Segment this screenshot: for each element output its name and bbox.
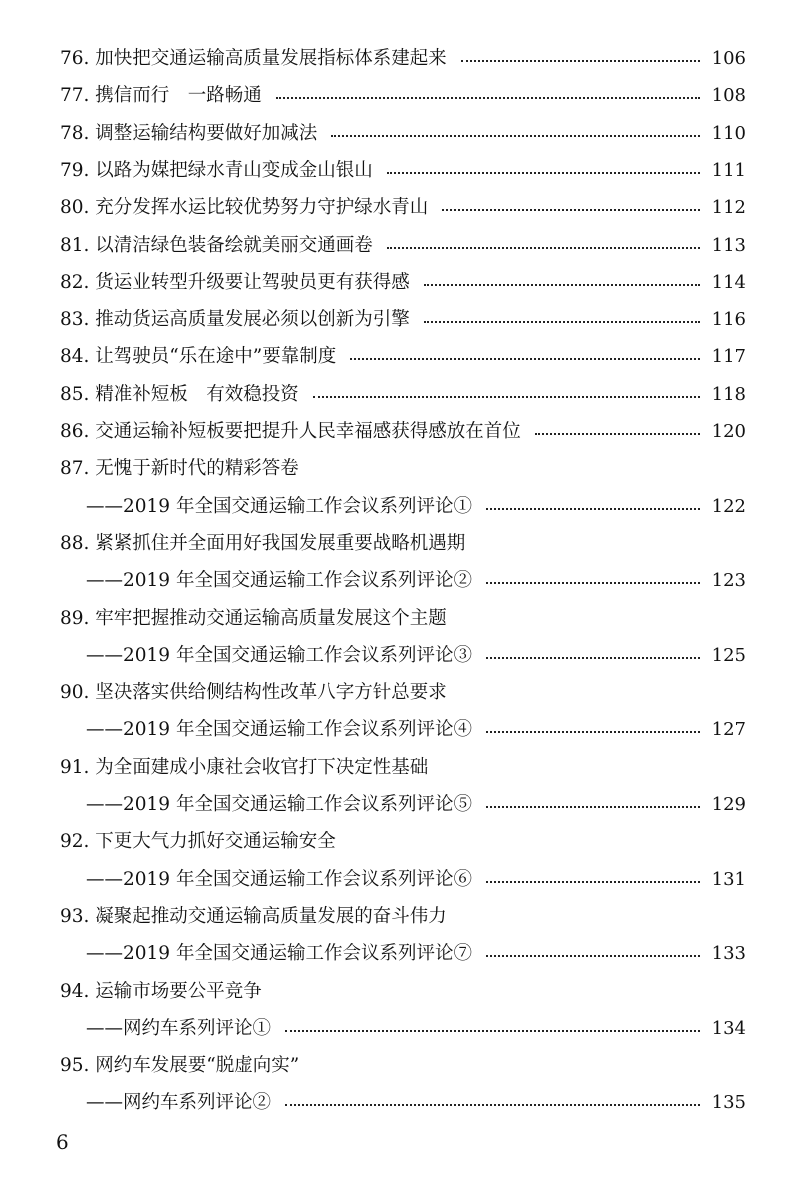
dot-leader [387, 172, 700, 174]
toc-entry-title: ——网约车系列评论① [86, 1017, 272, 1039]
toc-entry-title: 78. 调整运输结构要做好加减法 [60, 122, 318, 144]
dot-leader [486, 955, 700, 957]
toc-entry[interactable] [60, 193, 746, 223]
toc-page-number: 134 [711, 1017, 746, 1039]
toc-page-number: 113 [711, 234, 746, 256]
toc-page-number: 131 [711, 868, 746, 890]
toc-entry-subtitle-line[interactable] [86, 566, 746, 596]
toc-entry[interactable] [60, 977, 746, 1007]
toc-entry[interactable] [60, 902, 746, 932]
toc-entry-title: ——网约车系列评论② [86, 1092, 272, 1114]
dot-leader [461, 60, 700, 62]
toc-page-number: 114 [711, 271, 746, 293]
toc-entry-title: 86. 交通运输补短板要把提升人民幸福感获得感放在首位 [60, 421, 521, 442]
toc-entry[interactable] [60, 417, 746, 447]
toc-entry-subtitle-line[interactable] [86, 715, 746, 745]
toc-entry-subtitle-line[interactable] [86, 939, 746, 969]
dot-leader [331, 135, 699, 137]
toc-entry[interactable] [60, 529, 746, 559]
dot-leader [486, 731, 700, 733]
toc-page-number: 117 [711, 346, 746, 368]
toc-entry[interactable] [60, 342, 746, 372]
toc-entry-title: ——2019 年全国交通运输工作会议系列评论⑥ [86, 868, 472, 890]
toc-page-number: 111 [711, 159, 746, 181]
toc-entry[interactable] [60, 380, 746, 410]
page-number: 6 [56, 1130, 69, 1154]
toc-page-number: 112 [711, 197, 746, 219]
toc-entry-title: 94. 运输市场要公平竞争 [60, 980, 262, 1002]
toc-entry-title: 80. 充分发挥水运比较优势努力守护绿水青山 [60, 197, 429, 219]
toc-entry-subtitle-line[interactable] [86, 865, 746, 895]
toc-page-number: 127 [711, 719, 746, 741]
toc-entry-title: 92. 下更大气力抓好交通运输安全 [60, 831, 336, 853]
toc-entry-title: 85. 精准补短板 有效稳投资 [60, 383, 299, 405]
toc-entry[interactable] [60, 268, 746, 298]
toc-page-number: 123 [711, 570, 746, 592]
toc-entry[interactable] [60, 1051, 746, 1081]
dot-leader [285, 1104, 700, 1106]
toc-entry[interactable] [60, 119, 746, 149]
toc-entry-title: ——2019 年全国交通运输工作会议系列评论③ [86, 644, 472, 666]
toc-entry[interactable] [60, 156, 746, 186]
toc-entry-title: 76. 加快把交通运输高质量发展指标体系建起来 [60, 48, 447, 69]
dot-leader [486, 582, 700, 584]
toc-entry[interactable] [60, 44, 746, 74]
toc-page-number: 116 [711, 309, 746, 331]
dot-leader [387, 247, 700, 249]
toc-page-number: 118 [711, 383, 746, 405]
toc-entry-subtitle-line[interactable] [86, 790, 746, 820]
toc-entry[interactable] [60, 678, 746, 708]
toc-entry[interactable] [60, 753, 746, 783]
dot-leader [535, 433, 700, 435]
toc-entry-subtitle-line[interactable] [86, 1088, 746, 1118]
toc-page-number: 106 [711, 48, 746, 69]
toc-entry-title: 81. 以清洁绿色装备绘就美丽交通画卷 [60, 234, 373, 256]
dot-leader [424, 321, 700, 323]
toc-entry-title: ——2019 年全国交通运输工作会议系列评论⑦ [86, 943, 472, 965]
toc-entry[interactable] [60, 604, 746, 634]
dot-leader [486, 806, 700, 808]
toc-page-number: 129 [711, 794, 746, 815]
toc-entry-title: 95. 网约车发展要“脱虚向实” [60, 1055, 300, 1077]
toc-entry-title: ——2019 年全国交通运输工作会议系列评论① [86, 495, 472, 517]
toc-entry[interactable] [60, 231, 746, 261]
dot-leader [424, 284, 700, 286]
toc-page-number: 133 [711, 943, 746, 965]
dot-leader [486, 657, 700, 659]
toc-entry-title: 93. 凝聚起推动交通运输高质量发展的奋斗伟力 [60, 905, 447, 927]
toc-page-number: 110 [711, 122, 746, 144]
toc-entry[interactable] [60, 454, 746, 484]
dot-leader [486, 508, 700, 510]
toc-entry-title: 87. 无愧于新时代的精彩答卷 [60, 458, 299, 480]
dot-leader [285, 1030, 700, 1032]
toc-entry[interactable] [60, 827, 746, 857]
toc-page-number: 135 [711, 1092, 746, 1114]
toc-entry-title: 91. 为全面建成小康社会收官打下决定性基础 [60, 756, 429, 778]
toc-entry[interactable] [60, 305, 746, 335]
toc-entry[interactable] [60, 81, 746, 111]
toc-entry-title: 79. 以路为媒把绿水青山变成金山银山 [60, 159, 373, 181]
toc-entry-title: 83. 推动货运高质量发展必须以创新为引擎 [60, 309, 410, 331]
toc-entry-title: ——2019 年全国交通运输工作会议系列评论⑤ [86, 794, 472, 815]
toc-entry-title: 90. 坚决落实供给侧结构性改革八字方针总要求 [60, 682, 447, 704]
toc-entry-title: 88. 紧紧抓住并全面用好我国发展重要战略机遇期 [60, 532, 466, 554]
toc-entry-subtitle-line[interactable] [86, 492, 746, 522]
dot-leader [442, 209, 699, 211]
toc-entry-title: ——2019 年全国交通运输工作会议系列评论② [86, 570, 472, 592]
toc-entry-title: 84. 让驾驶员“乐在途中”要靠制度 [60, 346, 337, 368]
toc-page-number: 120 [711, 421, 746, 442]
toc-entry-subtitle-line[interactable] [86, 1014, 746, 1044]
dot-leader [486, 881, 700, 883]
toc-entry-title: ——2019 年全国交通运输工作会议系列评论④ [86, 719, 472, 741]
toc-entry-title: 89. 牢牢把握推动交通运输高质量发展这个主题 [60, 607, 447, 629]
toc-page-number: 108 [711, 85, 746, 107]
dot-leader [276, 97, 700, 99]
toc-entry-title: 82. 货运业转型升级要让驾驶员更有获得感 [60, 271, 410, 293]
toc-page-number: 122 [711, 495, 746, 517]
dot-leader [313, 396, 700, 398]
toc-entry-title: 77. 携信而行 一路畅通 [60, 85, 262, 107]
dot-leader [350, 358, 699, 360]
toc-entry-subtitle-line[interactable] [86, 641, 746, 671]
toc-page-number: 125 [711, 644, 746, 666]
